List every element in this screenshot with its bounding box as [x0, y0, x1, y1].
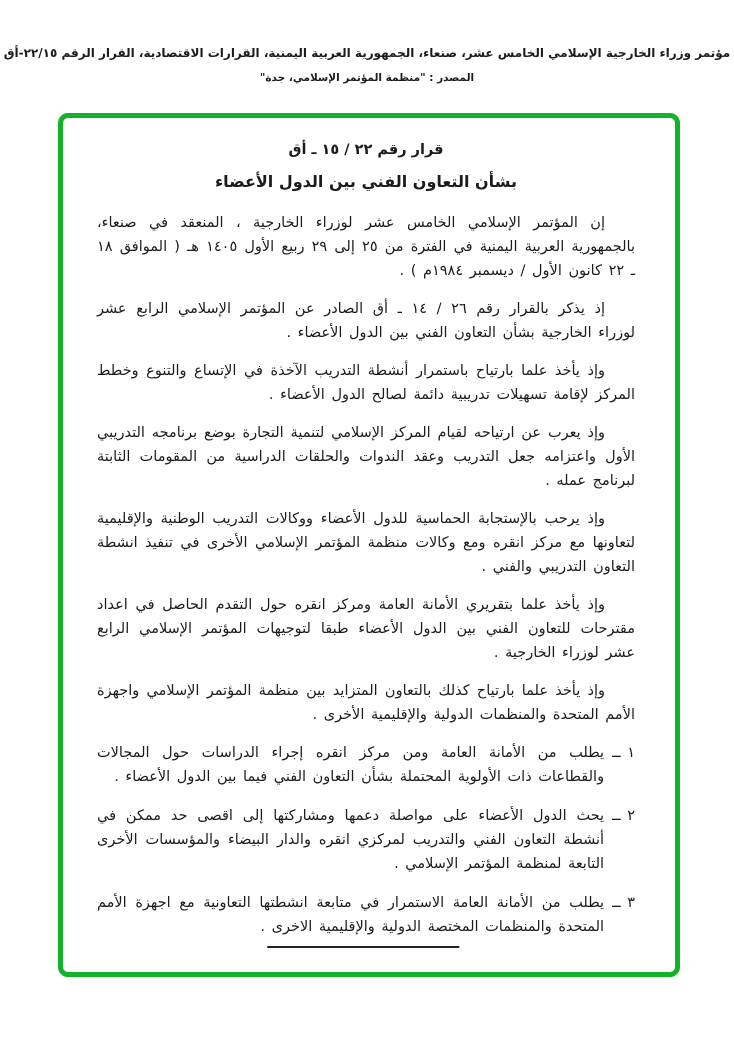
decree-subject: بشأن التعاون الفني بين الدول الأعضاء — [215, 172, 517, 191]
item-number: ١ ــ — [612, 745, 635, 761]
numbered-item — [97, 804, 635, 876]
decree-title: قرار رقم ٢٢ / ١٥ ـ أق — [288, 142, 444, 158]
preamble-paragraph: وإذ يأخذ علما بارتياح كذلك بالتعاون المتزايد بين منظمة المؤتمر الإسلامي واجهزة الأمم المتحدة والمنظمات الدولية والإقليمية الأخرى . — [97, 683, 635, 723]
numbered-item — [97, 741, 635, 789]
preamble-paragraph: وإذ يأخذ علما بارتياح باستمرار أنشطة التدريب الآخذة في الإتساع والتنوع وخطط المركز لإقامة تسهيلات تدريبية دائمة لصالح الدول الأعضاء . — [97, 363, 635, 403]
preamble-paragraph: إذ يذكر بالقرار رقم ٢٦ / ١٤ ـ أق الصادر عن المؤتمر الإسلامي الرابع عشر لوزراء الخارجية بشأن التعاون الفني بين الدول الأعضاء . — [97, 301, 635, 341]
preamble-paragraph: وإذ يأخذ علما بتقريري الأمانة العامة ومركز انقره حول التقدم الحاصل في اعداد مقترحات للتعاون الفني بين الدول الأعضاء طبقا لتوجيهات المؤتمر الإسلامي الرابع عشر لوزراء الخارجية . — [97, 597, 635, 661]
item-text: يطلب من الأمانة العامة الاستمرار في متابعة انشطتها التعاونية مع اجهزة الأمم المتحدة والمنظمات المختصة الدولية والإقليمية الاخرى . — [97, 895, 605, 935]
item-number: ٢ ــ — [612, 808, 635, 824]
source-line: المصدر : "منظمة المؤتمر الإسلامي، جدة" — [259, 72, 475, 84]
item-text: يطلب من الأمانة العامة ومن مركز انقره إجراء الدراسات حول المجالات والقطاعات ذات الأولوية المحتملة بشأن التعاون الفني فيما بين الدول الأعضاء . — [97, 745, 605, 785]
preamble-paragraph: وإذ يعرب عن ارتياحه لقيام المركز الإسلامي لتنمية التجارة بوضع برنامجه التدريبي الأول واعتزامه جعل التدريب وعقد الندوات والحلقات الدراسية من المقومات الثابتة لبرنامج عمله . — [97, 425, 635, 489]
page-header: مؤتمر وزراء الخارجية الإسلامي الخامس عشر، صنعاء، الجمهورية العربية اليمنية، القرارات الاقتصادية، القرار الرقم ٢٢/١٥-أق — [3, 46, 731, 60]
decree-border-box — [58, 113, 680, 977]
decree-content — [63, 118, 675, 939]
numbered-item — [97, 891, 635, 939]
item-text: يحث الدول الأعضاء على مواصلة دعمها ومشاركتها إلى اقصى حد ممكن في أنشطة التعاون الفني والتدريب لمركزي انقره والدار البيضاء والمؤسسات الأخرى التابعة لمنظمة المؤتمر الإسلامي . — [97, 808, 605, 872]
preamble-paragraph: إن المؤتمر الإسلامي الخامس عشر لوزراء الخارجية ، المنعقد في صنعاء، بالجمهورية العربية اليمنية في الفترة من ٢٥ إلى ٢٩ ربيع الأول ١٤٠٥ هـ ( الموافق ١٨ ـ ٢٢ كانون الأول / ديسمبر ١٩٨٤م ) . — [97, 215, 635, 279]
divider-line — [267, 946, 459, 948]
preamble-paragraph: وإذ يرحب بالإستجابة الحماسية للدول الأعضاء ووكالات التدريب الوطنية والإقليمية لتعاونها مع مركز انقره ومع وكالات منظمة المؤتمر الإسلامي الأخرى في تنفيذ انشطة التعاون التدريبي والفني . — [97, 511, 635, 575]
item-number: ٣ ــ — [612, 895, 635, 911]
